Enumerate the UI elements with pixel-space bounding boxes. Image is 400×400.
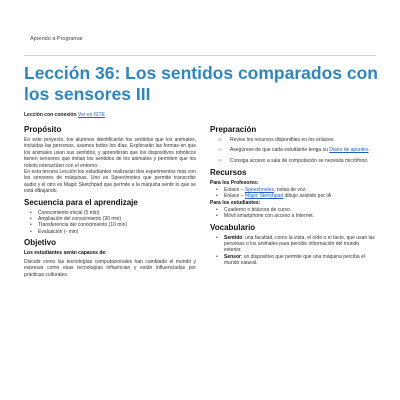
list-item: ○ Revise los recursos disponibles en los enlaces. (230, 137, 378, 143)
speechnotes-link[interactable]: Speechnotes (244, 186, 275, 193)
connection-label: Lección con conexión (24, 112, 77, 118)
list-item: • Enlace – Speechnotes, notas de voz. (224, 187, 378, 193)
iste-link[interactable]: Ver en ISTE (77, 112, 105, 118)
preparacion-heading: Preparación (210, 125, 257, 134)
list-item: • Enlace – Magic Sketchpad dibujo asistido por IA (224, 193, 378, 199)
proposito-paragraph-2: En esta tercera Lección los estudiantes realizarán dos experimentos más con los sensores de máquinas. Uno es Speechnotes que permite transcribir audio y el otro es Magic Sketchpad que permite a la máquina sentir lo que se está dibujando. (24, 169, 196, 195)
estudiantes-list (210, 207, 378, 220)
connection-line (24, 112, 105, 118)
preparacion-list (210, 137, 378, 164)
list-item: • Evaluación (- min) (38, 229, 196, 235)
list-item: ○ Consiga acceso a sala de computación se necesita micrófono. (230, 158, 378, 164)
objetivo-subheading: Los estudiantes serán capaces de: (24, 250, 107, 257)
objetivo-heading: Objetivo (24, 238, 57, 248)
recursos-heading: Recursos (210, 168, 247, 178)
left-column (24, 122, 196, 278)
list-item: • Transferencia del conocimiento (10 min) (38, 222, 196, 228)
list-item: • Ampliación del conocimiento (30 min) (38, 216, 196, 222)
vocabulario-heading: Vocabulario (210, 222, 256, 232)
proposito-paragraph-1: En este proyecto, los alumnos identificarán los sentidos que los animales, incluidas las personas, usamos todos los días. Explorarán las formas en que los animales usan sus sentidos, y aprenderán que los dispositivos robóticos tienen sensores que imitan los sentidos de los animales y permiten que los robots interactúen con el entorno. (24, 137, 196, 169)
profesores-list (210, 187, 378, 200)
page-title: Lección 36: Los sentidos comparados con los sensores III (24, 63, 378, 104)
estudiantes-label: Para los estudiantes: (210, 200, 261, 207)
secuencia-list (24, 210, 196, 236)
list-item: ○ Asegúrese de que cada estudiante tenga su Diario de apuntes. (230, 147, 378, 153)
objetivo-text: Discutir como las tecnologías computacionales han cambiado el mundo y expresar como esas tecnologías influencian y están influenciadas por prácticas culturales. (24, 258, 196, 278)
list-item: • Sensor: un dispositivo que permite que una máquina perciba el mundo natural. (224, 254, 378, 267)
header-divider (24, 55, 376, 56)
list-item: • Móvil smartphone con acceso a Internet. (224, 213, 378, 219)
magic-sketchpad-link[interactable]: Magic Sketchpad (244, 193, 284, 200)
list-item: • Cuaderno o bitácora de curso. (224, 207, 378, 213)
secuencia-heading: Secuencia para el aprendizaje (24, 197, 138, 207)
profesores-label: Para los Profesores: (210, 180, 259, 187)
diario-link[interactable]: Diario de apuntes (329, 147, 369, 154)
term-sensor: Sensor (224, 253, 241, 260)
vocabulario-list (210, 235, 378, 267)
proposito-heading: Propósito (24, 125, 62, 134)
term-sentido: Sentido (224, 234, 243, 241)
right-column (210, 122, 378, 267)
document-header: Aprendo a Programar (30, 36, 83, 42)
list-item: • Conocimiento inicial (5 min) (38, 210, 196, 216)
list-item: • Sentido: una facultad, como la vista, el oído o el tacto, que usan las personas o los animales para percibir información del mundo exterior. (224, 235, 378, 254)
